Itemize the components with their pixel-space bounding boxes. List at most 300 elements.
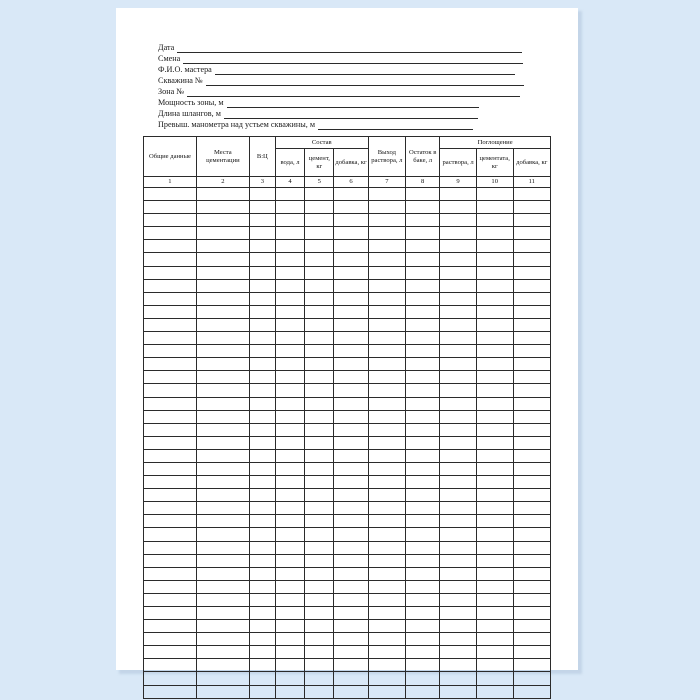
table-cell[interactable] — [476, 305, 513, 318]
table-cell[interactable] — [275, 358, 304, 371]
table-cell[interactable] — [440, 449, 477, 462]
table-cell[interactable] — [334, 384, 368, 397]
table-cell[interactable] — [144, 620, 197, 633]
table-cell[interactable] — [406, 305, 440, 318]
table-cell[interactable] — [275, 253, 304, 266]
table-cell[interactable] — [249, 620, 275, 633]
table-cell[interactable] — [144, 292, 197, 305]
table-cell[interactable] — [305, 646, 334, 659]
table-cell[interactable] — [476, 345, 513, 358]
table-cell[interactable] — [196, 515, 249, 528]
form-field-line[interactable] — [177, 43, 522, 53]
table-cell[interactable] — [476, 292, 513, 305]
table-cell[interactable] — [368, 384, 405, 397]
table-cell[interactable] — [476, 253, 513, 266]
table-cell[interactable] — [406, 607, 440, 620]
table-cell[interactable] — [334, 318, 368, 331]
table-cell[interactable] — [275, 672, 304, 685]
table-cell[interactable] — [196, 646, 249, 659]
table-cell[interactable] — [144, 423, 197, 436]
table-cell[interactable] — [196, 384, 249, 397]
table-cell[interactable] — [144, 449, 197, 462]
table-cell[interactable] — [440, 423, 477, 436]
table-cell[interactable] — [476, 567, 513, 580]
table-cell[interactable] — [334, 659, 368, 672]
table-cell[interactable] — [440, 541, 477, 554]
table-cell[interactable] — [368, 541, 405, 554]
table-cell[interactable] — [440, 633, 477, 646]
table-cell[interactable] — [275, 462, 304, 475]
table-cell[interactable] — [144, 541, 197, 554]
table-cell[interactable] — [305, 292, 334, 305]
table-cell[interactable] — [440, 685, 477, 698]
table-cell[interactable] — [249, 332, 275, 345]
table-cell[interactable] — [249, 305, 275, 318]
table-cell[interactable] — [368, 462, 405, 475]
table-cell[interactable] — [144, 253, 197, 266]
table-cell[interactable] — [440, 214, 477, 227]
table-cell[interactable] — [334, 332, 368, 345]
table-cell[interactable] — [275, 567, 304, 580]
table-cell[interactable] — [196, 266, 249, 279]
table-cell[interactable] — [275, 266, 304, 279]
table-cell[interactable] — [440, 593, 477, 606]
table-cell[interactable] — [368, 554, 405, 567]
table-cell[interactable] — [368, 214, 405, 227]
table-cell[interactable] — [368, 672, 405, 685]
table-cell[interactable] — [249, 541, 275, 554]
table-cell[interactable] — [334, 358, 368, 371]
table-cell[interactable] — [144, 279, 197, 292]
table-cell[interactable] — [305, 659, 334, 672]
table-cell[interactable] — [440, 672, 477, 685]
table-cell[interactable] — [334, 292, 368, 305]
table-cell[interactable] — [406, 633, 440, 646]
table-cell[interactable] — [406, 240, 440, 253]
table-cell[interactable] — [144, 685, 197, 698]
table-cell[interactable] — [440, 305, 477, 318]
table-cell[interactable] — [334, 554, 368, 567]
table-cell[interactable] — [275, 423, 304, 436]
table-cell[interactable] — [144, 476, 197, 489]
table-cell[interactable] — [513, 305, 550, 318]
table-cell[interactable] — [334, 620, 368, 633]
form-field-line[interactable] — [206, 76, 524, 86]
table-cell[interactable] — [368, 240, 405, 253]
table-cell[interactable] — [249, 633, 275, 646]
table-cell[interactable] — [513, 188, 550, 201]
table-cell[interactable] — [368, 580, 405, 593]
table-cell[interactable] — [513, 384, 550, 397]
table-cell[interactable] — [275, 305, 304, 318]
table-cell[interactable] — [406, 332, 440, 345]
table-cell[interactable] — [196, 332, 249, 345]
table-cell[interactable] — [305, 201, 334, 214]
table-cell[interactable] — [144, 436, 197, 449]
table-cell[interactable] — [513, 436, 550, 449]
table-cell[interactable] — [275, 371, 304, 384]
table-cell[interactable] — [513, 253, 550, 266]
table-cell[interactable] — [368, 449, 405, 462]
table-cell[interactable] — [305, 489, 334, 502]
table-cell[interactable] — [476, 227, 513, 240]
table-cell[interactable] — [275, 620, 304, 633]
table-cell[interactable] — [406, 188, 440, 201]
table-cell[interactable] — [406, 659, 440, 672]
table-cell[interactable] — [275, 476, 304, 489]
table-cell[interactable] — [476, 462, 513, 475]
table-cell[interactable] — [305, 580, 334, 593]
table-cell[interactable] — [196, 489, 249, 502]
table-cell[interactable] — [406, 489, 440, 502]
table-cell[interactable] — [368, 502, 405, 515]
table-cell[interactable] — [196, 201, 249, 214]
table-cell[interactable] — [275, 345, 304, 358]
table-cell[interactable] — [334, 305, 368, 318]
table-cell[interactable] — [196, 476, 249, 489]
table-cell[interactable] — [440, 227, 477, 240]
table-cell[interactable] — [476, 515, 513, 528]
table-cell[interactable] — [196, 358, 249, 371]
table-cell[interactable] — [406, 279, 440, 292]
table-cell[interactable] — [513, 567, 550, 580]
table-cell[interactable] — [249, 489, 275, 502]
table-cell[interactable] — [440, 502, 477, 515]
table-cell[interactable] — [334, 188, 368, 201]
table-cell[interactable] — [275, 685, 304, 698]
table-cell[interactable] — [368, 345, 405, 358]
table-cell[interactable] — [513, 685, 550, 698]
table-cell[interactable] — [305, 214, 334, 227]
table-cell[interactable] — [144, 305, 197, 318]
table-cell[interactable] — [249, 476, 275, 489]
table-cell[interactable] — [476, 502, 513, 515]
table-cell[interactable] — [476, 318, 513, 331]
table-cell[interactable] — [334, 240, 368, 253]
table-cell[interactable] — [144, 607, 197, 620]
table-cell[interactable] — [406, 436, 440, 449]
table-cell[interactable] — [368, 620, 405, 633]
table-cell[interactable] — [513, 266, 550, 279]
table-cell[interactable] — [513, 607, 550, 620]
table-cell[interactable] — [406, 449, 440, 462]
table-cell[interactable] — [406, 541, 440, 554]
table-cell[interactable] — [406, 423, 440, 436]
table-cell[interactable] — [368, 397, 405, 410]
table-cell[interactable] — [305, 318, 334, 331]
table-cell[interactable] — [513, 646, 550, 659]
table-cell[interactable] — [196, 449, 249, 462]
table-cell[interactable] — [196, 188, 249, 201]
table-cell[interactable] — [406, 502, 440, 515]
table-cell[interactable] — [440, 358, 477, 371]
table-cell[interactable] — [406, 646, 440, 659]
table-cell[interactable] — [249, 593, 275, 606]
table-cell[interactable] — [249, 436, 275, 449]
table-cell[interactable] — [440, 384, 477, 397]
table-cell[interactable] — [144, 515, 197, 528]
table-cell[interactable] — [513, 279, 550, 292]
table-cell[interactable] — [368, 318, 405, 331]
table-cell[interactable] — [196, 345, 249, 358]
table-cell[interactable] — [249, 188, 275, 201]
table-cell[interactable] — [334, 266, 368, 279]
table-cell[interactable] — [144, 554, 197, 567]
table-cell[interactable] — [440, 240, 477, 253]
table-cell[interactable] — [275, 292, 304, 305]
table-cell[interactable] — [196, 410, 249, 423]
table-cell[interactable] — [406, 214, 440, 227]
table-cell[interactable] — [196, 279, 249, 292]
table-cell[interactable] — [406, 528, 440, 541]
table-cell[interactable] — [513, 358, 550, 371]
table-cell[interactable] — [440, 410, 477, 423]
table-cell[interactable] — [513, 345, 550, 358]
table-cell[interactable] — [275, 279, 304, 292]
table-cell[interactable] — [305, 410, 334, 423]
table-cell[interactable] — [144, 318, 197, 331]
table-cell[interactable] — [476, 423, 513, 436]
table-cell[interactable] — [196, 607, 249, 620]
table-cell[interactable] — [440, 476, 477, 489]
table-cell[interactable] — [275, 201, 304, 214]
table-cell[interactable] — [305, 528, 334, 541]
table-cell[interactable] — [275, 240, 304, 253]
table-cell[interactable] — [334, 345, 368, 358]
table-cell[interactable] — [334, 515, 368, 528]
table-cell[interactable] — [513, 240, 550, 253]
table-cell[interactable] — [513, 528, 550, 541]
table-cell[interactable] — [305, 607, 334, 620]
table-cell[interactable] — [406, 515, 440, 528]
table-cell[interactable] — [476, 489, 513, 502]
table-cell[interactable] — [144, 227, 197, 240]
table-cell[interactable] — [305, 502, 334, 515]
table-cell[interactable] — [249, 685, 275, 698]
table-cell[interactable] — [406, 358, 440, 371]
table-cell[interactable] — [249, 318, 275, 331]
table-cell[interactable] — [513, 371, 550, 384]
table-cell[interactable] — [406, 580, 440, 593]
table-cell[interactable] — [476, 201, 513, 214]
table-cell[interactable] — [440, 567, 477, 580]
table-cell[interactable] — [334, 397, 368, 410]
table-cell[interactable] — [476, 449, 513, 462]
table-cell[interactable] — [406, 410, 440, 423]
table-cell[interactable] — [196, 371, 249, 384]
table-cell[interactable] — [249, 449, 275, 462]
table-cell[interactable] — [305, 332, 334, 345]
table-cell[interactable] — [196, 462, 249, 475]
table-cell[interactable] — [144, 633, 197, 646]
table-cell[interactable] — [334, 541, 368, 554]
table-cell[interactable] — [368, 528, 405, 541]
table-cell[interactable] — [144, 266, 197, 279]
table-cell[interactable] — [275, 449, 304, 462]
table-cell[interactable] — [440, 607, 477, 620]
table-cell[interactable] — [406, 318, 440, 331]
table-cell[interactable] — [305, 227, 334, 240]
table-cell[interactable] — [334, 489, 368, 502]
table-cell[interactable] — [249, 410, 275, 423]
table-cell[interactable] — [249, 266, 275, 279]
table-cell[interactable] — [249, 292, 275, 305]
table-cell[interactable] — [275, 580, 304, 593]
table-cell[interactable] — [476, 397, 513, 410]
table-cell[interactable] — [196, 620, 249, 633]
table-cell[interactable] — [334, 593, 368, 606]
table-cell[interactable] — [334, 410, 368, 423]
table-cell[interactable] — [305, 593, 334, 606]
table-cell[interactable] — [368, 279, 405, 292]
table-cell[interactable] — [334, 279, 368, 292]
table-cell[interactable] — [275, 502, 304, 515]
table-cell[interactable] — [476, 436, 513, 449]
table-cell[interactable] — [513, 410, 550, 423]
table-cell[interactable] — [249, 201, 275, 214]
table-cell[interactable] — [476, 580, 513, 593]
table-cell[interactable] — [249, 554, 275, 567]
table-cell[interactable] — [144, 397, 197, 410]
table-cell[interactable] — [275, 554, 304, 567]
table-cell[interactable] — [305, 633, 334, 646]
table-cell[interactable] — [334, 201, 368, 214]
table-cell[interactable] — [305, 554, 334, 567]
table-cell[interactable] — [305, 423, 334, 436]
table-cell[interactable] — [334, 502, 368, 515]
table-cell[interactable] — [334, 607, 368, 620]
table-cell[interactable] — [440, 515, 477, 528]
table-cell[interactable] — [513, 214, 550, 227]
table-cell[interactable] — [476, 633, 513, 646]
table-cell[interactable] — [406, 620, 440, 633]
table-cell[interactable] — [305, 305, 334, 318]
table-cell[interactable] — [275, 633, 304, 646]
table-cell[interactable] — [406, 593, 440, 606]
table-cell[interactable] — [406, 672, 440, 685]
table-cell[interactable] — [368, 593, 405, 606]
table-cell[interactable] — [368, 607, 405, 620]
table-cell[interactable] — [305, 371, 334, 384]
table-cell[interactable] — [406, 201, 440, 214]
table-cell[interactable] — [440, 620, 477, 633]
table-cell[interactable] — [368, 371, 405, 384]
table-cell[interactable] — [334, 227, 368, 240]
table-cell[interactable] — [513, 332, 550, 345]
table-cell[interactable] — [249, 607, 275, 620]
table-cell[interactable] — [406, 292, 440, 305]
table-cell[interactable] — [144, 567, 197, 580]
table-cell[interactable] — [368, 436, 405, 449]
form-field-line[interactable] — [183, 54, 523, 64]
table-cell[interactable] — [368, 567, 405, 580]
table-cell[interactable] — [368, 188, 405, 201]
table-cell[interactable] — [196, 567, 249, 580]
table-cell[interactable] — [196, 580, 249, 593]
table-cell[interactable] — [305, 541, 334, 554]
table-cell[interactable] — [249, 358, 275, 371]
table-cell[interactable] — [305, 358, 334, 371]
table-cell[interactable] — [334, 672, 368, 685]
table-cell[interactable] — [305, 240, 334, 253]
table-cell[interactable] — [305, 515, 334, 528]
table-cell[interactable] — [476, 541, 513, 554]
table-cell[interactable] — [476, 646, 513, 659]
table-cell[interactable] — [249, 528, 275, 541]
table-cell[interactable] — [305, 567, 334, 580]
table-cell[interactable] — [406, 476, 440, 489]
table-cell[interactable] — [305, 476, 334, 489]
table-cell[interactable] — [275, 410, 304, 423]
table-cell[interactable] — [196, 554, 249, 567]
table-cell[interactable] — [305, 345, 334, 358]
table-cell[interactable] — [476, 371, 513, 384]
table-cell[interactable] — [368, 646, 405, 659]
form-field-line[interactable] — [227, 98, 479, 108]
table-cell[interactable] — [275, 436, 304, 449]
form-field-line[interactable] — [187, 87, 520, 97]
table-cell[interactable] — [406, 567, 440, 580]
table-cell[interactable] — [275, 188, 304, 201]
table-cell[interactable] — [144, 672, 197, 685]
table-cell[interactable] — [334, 371, 368, 384]
table-cell[interactable] — [275, 541, 304, 554]
table-cell[interactable] — [196, 528, 249, 541]
table-cell[interactable] — [476, 332, 513, 345]
table-cell[interactable] — [334, 633, 368, 646]
table-cell[interactable] — [368, 305, 405, 318]
table-cell[interactable] — [249, 567, 275, 580]
table-cell[interactable] — [368, 201, 405, 214]
table-cell[interactable] — [513, 201, 550, 214]
form-field-line[interactable] — [215, 65, 515, 75]
table-cell[interactable] — [476, 659, 513, 672]
table-cell[interactable] — [476, 214, 513, 227]
table-cell[interactable] — [476, 476, 513, 489]
table-cell[interactable] — [406, 397, 440, 410]
table-cell[interactable] — [275, 318, 304, 331]
table-cell[interactable] — [144, 214, 197, 227]
table-cell[interactable] — [196, 397, 249, 410]
table-cell[interactable] — [406, 685, 440, 698]
table-cell[interactable] — [513, 620, 550, 633]
table-cell[interactable] — [476, 685, 513, 698]
table-cell[interactable] — [196, 240, 249, 253]
table-cell[interactable] — [249, 345, 275, 358]
table-cell[interactable] — [513, 659, 550, 672]
table-cell[interactable] — [476, 266, 513, 279]
table-cell[interactable] — [440, 188, 477, 201]
table-cell[interactable] — [275, 227, 304, 240]
table-cell[interactable] — [513, 502, 550, 515]
table-cell[interactable] — [144, 528, 197, 541]
table-cell[interactable] — [249, 214, 275, 227]
table-cell[interactable] — [406, 345, 440, 358]
table-cell[interactable] — [513, 672, 550, 685]
table-cell[interactable] — [249, 384, 275, 397]
table-cell[interactable] — [476, 279, 513, 292]
table-cell[interactable] — [440, 371, 477, 384]
table-cell[interactable] — [144, 593, 197, 606]
table-cell[interactable] — [249, 659, 275, 672]
table-cell[interactable] — [249, 646, 275, 659]
table-cell[interactable] — [476, 620, 513, 633]
table-cell[interactable] — [406, 554, 440, 567]
table-cell[interactable] — [513, 449, 550, 462]
table-cell[interactable] — [305, 253, 334, 266]
table-cell[interactable] — [440, 554, 477, 567]
table-cell[interactable] — [476, 410, 513, 423]
